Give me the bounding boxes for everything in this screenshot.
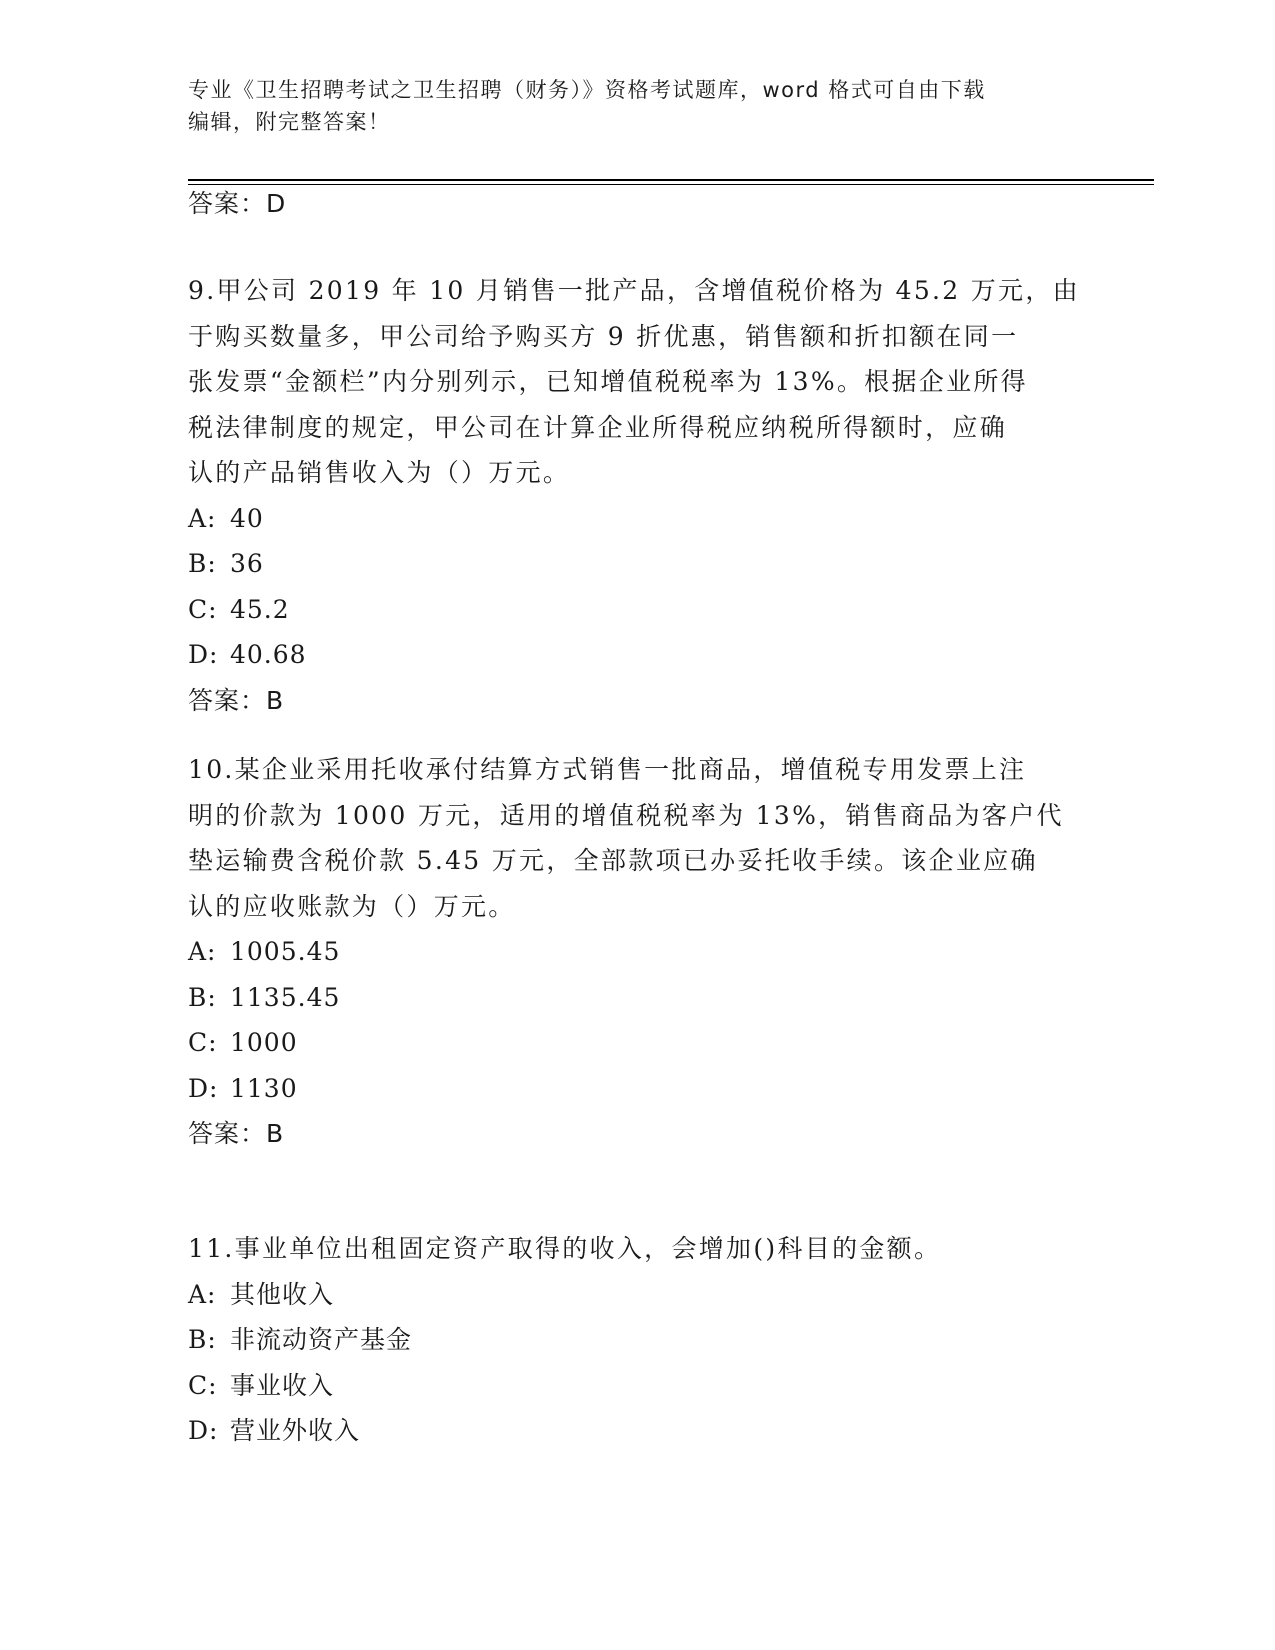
option-a xyxy=(188,496,1088,542)
question-9-options xyxy=(188,496,1088,678)
question-11 xyxy=(188,1226,1088,1454)
prev-answer: 答案：D xyxy=(188,189,287,218)
option-a xyxy=(188,1272,1088,1318)
option-letter: A: xyxy=(188,1279,217,1309)
option-b xyxy=(188,541,1088,587)
question-11-text xyxy=(188,1226,1088,1272)
question-line: 认的应收账款为（）万元。 xyxy=(188,891,516,921)
option-text: 1005.45 xyxy=(230,937,341,966)
option-text: 1135.45 xyxy=(230,982,341,1012)
option-text: 1000 xyxy=(230,1028,298,1057)
option-text: 40 xyxy=(230,503,264,533)
option-text: 其他收入 xyxy=(230,1279,335,1309)
option-letter: B: xyxy=(188,982,217,1012)
option-letter: D: xyxy=(188,640,219,669)
question-10-answer: 答案：B xyxy=(188,1119,285,1148)
option-text: 非流动资产基金 xyxy=(230,1325,413,1354)
option-a xyxy=(188,929,1088,975)
question-10-options xyxy=(188,929,1088,1111)
option-text: 营业外收入 xyxy=(230,1416,361,1445)
question-line: 11.事业单位出租固定资产取得的收入，会增加()科目的金额。 xyxy=(188,1234,942,1263)
question-line: 9.甲公司 2019 年 10 月销售一批产品，含增值税价格为 45.2 万元，由 xyxy=(188,276,1080,305)
option-letter: C: xyxy=(188,1370,218,1400)
option-d xyxy=(188,1066,1088,1112)
question-line: 于购买数量多，甲公司给予购买方 9 折优惠，销售额和折扣额在同一 xyxy=(188,321,1019,351)
option-letter: C: xyxy=(188,1028,218,1057)
header-line-2: 编辑，附完整答案！ xyxy=(188,110,391,134)
option-text: 1130 xyxy=(230,1073,298,1103)
option-letter: B: xyxy=(188,1325,217,1354)
question-line: 垫运输费含税价款 5.45 万元，全部款项已办妥托收手续。该企业应确 xyxy=(188,846,1038,875)
question-line: 10.某企业采用托收承付结算方式销售一批商品，增值税专用发票上注 xyxy=(188,755,1027,784)
option-letter: D: xyxy=(188,1073,219,1103)
header-line-1: 专业《卫生招聘考试之卫生招聘（财务）》资格考试题库，word 格式可自由下载 xyxy=(188,78,986,102)
question-10-text xyxy=(188,747,1088,929)
document-header xyxy=(188,74,1088,138)
option-b xyxy=(188,1317,1088,1363)
option-text: 事业收入 xyxy=(230,1370,335,1400)
question-9 xyxy=(188,268,1088,724)
option-text: 36 xyxy=(230,549,264,578)
option-b xyxy=(188,975,1088,1021)
option-letter: C: xyxy=(188,594,218,624)
option-d xyxy=(188,1408,1088,1454)
question-line: 张发票“金额栏”内分别列示，已知增值税税率为 13%。根据企业所得 xyxy=(188,367,1028,396)
option-letter: D: xyxy=(188,1416,219,1445)
question-9-text xyxy=(188,268,1088,496)
option-letter: B: xyxy=(188,549,217,578)
option-letter: A: xyxy=(188,937,217,966)
question-line: 税法律制度的规定，甲公司在计算企业所得税应纳税所得额时，应确 xyxy=(188,412,1008,442)
question-11-options xyxy=(188,1272,1088,1454)
option-d xyxy=(188,632,1088,678)
option-text: 40.68 xyxy=(230,640,307,669)
option-letter: A: xyxy=(188,503,217,533)
option-c xyxy=(188,587,1088,633)
option-c xyxy=(188,1363,1088,1409)
question-line: 认的产品销售收入为（）万元。 xyxy=(188,458,571,487)
option-c xyxy=(188,1020,1088,1066)
question-9-answer: 答案：B xyxy=(188,685,285,715)
question-10 xyxy=(188,747,1088,1157)
option-text: 45.2 xyxy=(230,594,290,624)
question-line: 明的价款为 1000 万元，适用的增值税税率为 13%，销售商品为客户代 xyxy=(188,800,1064,830)
